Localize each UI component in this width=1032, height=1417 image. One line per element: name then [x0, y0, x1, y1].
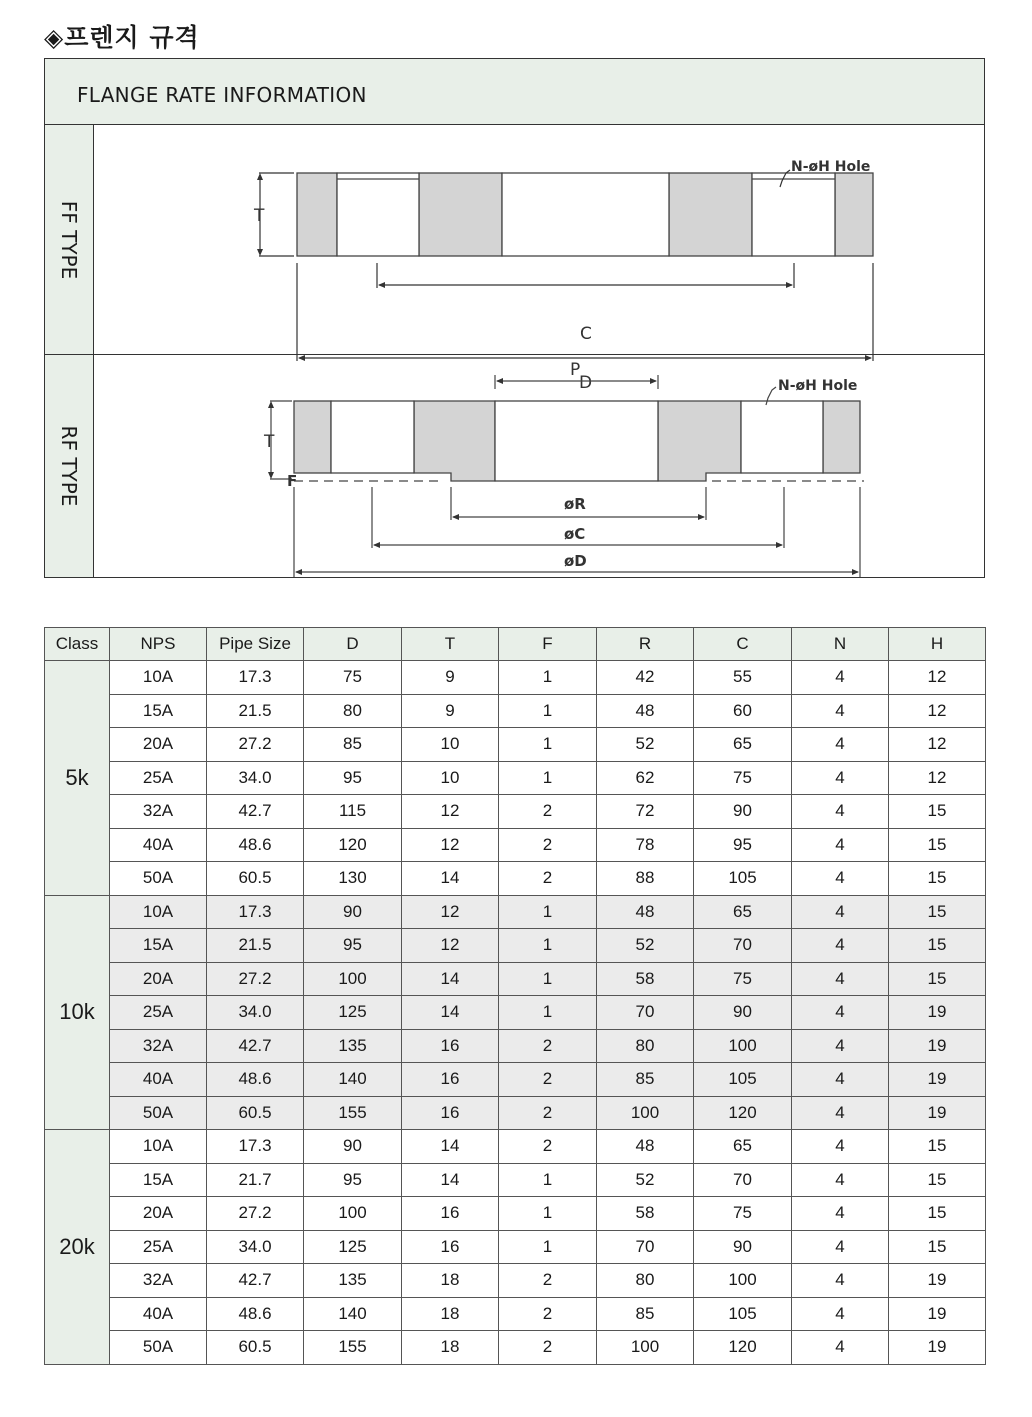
table-cell: 120 [304, 828, 402, 862]
table-cell: 4 [792, 1297, 889, 1331]
table-cell: 15 [889, 795, 986, 829]
table-cell: 2 [499, 862, 597, 896]
table-cell: 80 [304, 694, 402, 728]
ff-label-t: T [254, 206, 265, 226]
table-cell: 4 [792, 996, 889, 1030]
table-row [45, 828, 986, 862]
table-cell: 25A [110, 1230, 207, 1264]
table-cell: 14 [402, 862, 499, 896]
table-cell: 19 [889, 1264, 986, 1298]
table-cell: 14 [402, 962, 499, 996]
table-cell: 19 [889, 1297, 986, 1331]
table-cell: 100 [694, 1029, 792, 1063]
table-cell: 55 [694, 661, 792, 695]
table-cell: 2 [499, 795, 597, 829]
table-cell: 1 [499, 895, 597, 929]
table-cell: 4 [792, 1230, 889, 1264]
table-row [45, 1029, 986, 1063]
table-cell: 70 [597, 996, 694, 1030]
col-header: C [694, 628, 792, 661]
table-cell: 80 [597, 1029, 694, 1063]
table-cell: 15A [110, 1163, 207, 1197]
table-row [45, 895, 986, 929]
table-cell: 4 [792, 828, 889, 862]
table-cell: 14 [402, 1130, 499, 1164]
table-cell: 20A [110, 962, 207, 996]
rf-bolt-hole-left [331, 401, 414, 473]
table-cell: 58 [597, 1197, 694, 1231]
table-row [45, 728, 986, 762]
table-cell: 70 [694, 929, 792, 963]
table-cell: 18 [402, 1331, 499, 1365]
col-header: H [889, 628, 986, 661]
table-cell: 10A [110, 1130, 207, 1164]
table-cell: 19 [889, 1331, 986, 1365]
table-cell: 65 [694, 728, 792, 762]
table-cell: 15 [889, 1230, 986, 1264]
ff-flange-body-right [669, 173, 752, 256]
table-cell: 125 [304, 996, 402, 1030]
table-cell: 50A [110, 1331, 207, 1365]
table-cell: 42 [597, 661, 694, 695]
table-cell: 15 [889, 895, 986, 929]
table-cell: 16 [402, 1197, 499, 1231]
table-cell: 4 [792, 1063, 889, 1097]
page-title: ◈프렌지 규격 [44, 23, 200, 52]
rf-flange-drawing [94, 355, 983, 577]
table-cell: 75 [694, 1197, 792, 1231]
table-cell: 90 [694, 1230, 792, 1264]
table-cell: 48.6 [207, 828, 304, 862]
table-row [45, 1130, 986, 1164]
col-header: R [597, 628, 694, 661]
table-row [45, 996, 986, 1030]
table-cell: 4 [792, 661, 889, 695]
table-cell: 4 [792, 1096, 889, 1130]
table-cell: 27.2 [207, 728, 304, 762]
col-header: N [792, 628, 889, 661]
col-header: Pipe Size [207, 628, 304, 661]
table-cell: 100 [304, 962, 402, 996]
table-cell: 19 [889, 996, 986, 1030]
table-cell: 12 [889, 694, 986, 728]
table-cell: 2 [499, 1096, 597, 1130]
table-cell: 20A [110, 1197, 207, 1231]
table-cell: 15 [889, 1130, 986, 1164]
table-header-row [45, 628, 986, 661]
rf-flange-body-right [658, 401, 741, 481]
table-cell: 34.0 [207, 1230, 304, 1264]
table-cell: 140 [304, 1297, 402, 1331]
table-cell: 40A [110, 1297, 207, 1331]
table-cell: 120 [694, 1331, 792, 1365]
table-cell: 12 [889, 661, 986, 695]
table-cell: 40A [110, 828, 207, 862]
table-cell: 130 [304, 862, 402, 896]
table-cell: 85 [597, 1297, 694, 1331]
table-cell: 95 [304, 1163, 402, 1197]
table-cell: 2 [499, 1063, 597, 1097]
table-cell: 4 [792, 1264, 889, 1298]
table-cell: 34.0 [207, 996, 304, 1030]
table-cell: 4 [792, 1163, 889, 1197]
table-cell: 90 [304, 895, 402, 929]
table-cell: 155 [304, 1096, 402, 1130]
table-cell: 15 [889, 929, 986, 963]
table-cell: 105 [694, 1297, 792, 1331]
table-cell: 78 [597, 828, 694, 862]
rf-label-p: P [570, 360, 581, 380]
flange-rate-panel [44, 58, 985, 578]
table-cell: 100 [694, 1264, 792, 1298]
panel-header-text: FLANGE RATE INFORMATION [77, 83, 367, 107]
table-cell: 50A [110, 862, 207, 896]
ff-label-d: D [579, 373, 593, 393]
rf-flange-ring-right [823, 401, 860, 473]
table-cell: 135 [304, 1264, 402, 1298]
table-cell: 52 [597, 728, 694, 762]
table-cell: 2 [499, 1297, 597, 1331]
ff-label-c: C [580, 324, 592, 344]
col-header: NPS [110, 628, 207, 661]
table-cell: 4 [792, 694, 889, 728]
table-cell: 60.5 [207, 1331, 304, 1365]
table-cell: 2 [499, 1331, 597, 1365]
rf-bolt-hole-right [741, 401, 823, 473]
table-cell: 20A [110, 728, 207, 762]
table-cell: 65 [694, 1130, 792, 1164]
table-row [45, 1063, 986, 1097]
rf-type-cell [45, 355, 94, 577]
table-cell: 105 [694, 862, 792, 896]
col-header: Class [45, 628, 110, 661]
ff-bore [502, 173, 669, 256]
table-row [45, 1096, 986, 1130]
table-cell: 1 [499, 1163, 597, 1197]
flange-spec-table [44, 627, 986, 1365]
class-cell: 5k [45, 661, 110, 896]
ff-hole-note: N-øH Hole [791, 159, 871, 175]
table-cell: 19 [889, 1063, 986, 1097]
table-cell: 4 [792, 1197, 889, 1231]
table-cell: 75 [694, 962, 792, 996]
rf-hole-note: N-øH Hole [778, 378, 858, 394]
table-cell: 12 [402, 795, 499, 829]
ff-bolt-hole-right [752, 173, 835, 256]
table-cell: 17.3 [207, 895, 304, 929]
table-cell: 17.3 [207, 661, 304, 695]
table-row [45, 694, 986, 728]
table-cell: 72 [597, 795, 694, 829]
table-cell: 27.2 [207, 962, 304, 996]
rf-type-label: RF TYPE [57, 425, 81, 507]
table-cell: 48.6 [207, 1297, 304, 1331]
table-cell: 105 [694, 1063, 792, 1097]
table-cell: 4 [792, 895, 889, 929]
table-cell: 4 [792, 962, 889, 996]
table-cell: 15 [889, 962, 986, 996]
table-cell: 16 [402, 1029, 499, 1063]
table-row [45, 1297, 986, 1331]
col-header: F [499, 628, 597, 661]
col-header: D [304, 628, 402, 661]
table-cell: 52 [597, 1163, 694, 1197]
table-cell: 95 [304, 929, 402, 963]
table-cell: 15 [889, 1163, 986, 1197]
table-cell: 25A [110, 761, 207, 795]
table-cell: 12 [889, 728, 986, 762]
table-row [45, 1264, 986, 1298]
table-cell: 32A [110, 795, 207, 829]
table-cell: 100 [597, 1331, 694, 1365]
table-cell: 15A [110, 929, 207, 963]
table-cell: 80 [597, 1264, 694, 1298]
table-cell: 42.7 [207, 795, 304, 829]
table-row [45, 761, 986, 795]
table-cell: 21.7 [207, 1163, 304, 1197]
table-cell: 125 [304, 1230, 402, 1264]
table-cell: 16 [402, 1230, 499, 1264]
table-cell: 115 [304, 795, 402, 829]
table-row [45, 862, 986, 896]
table-row [45, 661, 986, 695]
ff-type-label: FF TYPE [57, 200, 81, 279]
table-cell: 15 [889, 862, 986, 896]
table-cell: 70 [597, 1230, 694, 1264]
table-row [45, 1197, 986, 1231]
table-cell: 15 [889, 828, 986, 862]
ff-type-cell [45, 125, 94, 354]
table-cell: 4 [792, 1029, 889, 1063]
col-header: T [402, 628, 499, 661]
table-cell: 100 [597, 1096, 694, 1130]
table-cell: 85 [304, 728, 402, 762]
table-row [45, 929, 986, 963]
panel-header [45, 59, 984, 125]
table-cell: 4 [792, 1130, 889, 1164]
table-cell: 25A [110, 996, 207, 1030]
table-cell: 32A [110, 1029, 207, 1063]
table-cell: 12 [402, 929, 499, 963]
table-cell: 12 [889, 761, 986, 795]
table-cell: 48.6 [207, 1063, 304, 1097]
table-cell: 19 [889, 1096, 986, 1130]
table-cell: 4 [792, 795, 889, 829]
table-cell: 48 [597, 694, 694, 728]
table-cell: 85 [597, 1063, 694, 1097]
table-cell: 155 [304, 1331, 402, 1365]
table-cell: 27.2 [207, 1197, 304, 1231]
table-cell: 40A [110, 1063, 207, 1097]
table-cell: 18 [402, 1264, 499, 1298]
table-cell: 88 [597, 862, 694, 896]
table-cell: 75 [304, 661, 402, 695]
table-cell: 19 [889, 1029, 986, 1063]
rf-label-f: F [287, 472, 298, 490]
rf-bore [495, 401, 658, 481]
table-cell: 4 [792, 1331, 889, 1365]
table-cell: 120 [694, 1096, 792, 1130]
table-cell: 90 [304, 1130, 402, 1164]
table-cell: 1 [499, 694, 597, 728]
table-cell: 4 [792, 862, 889, 896]
table-cell: 60.5 [207, 1096, 304, 1130]
table-cell: 140 [304, 1063, 402, 1097]
table-cell: 90 [694, 795, 792, 829]
table-row [45, 1230, 986, 1264]
ff-bolt-hole-left [337, 173, 419, 256]
table-cell: 17.3 [207, 1130, 304, 1164]
table-cell: 10A [110, 895, 207, 929]
table-cell: 2 [499, 1130, 597, 1164]
table-cell: 60.5 [207, 862, 304, 896]
table-row [45, 1331, 986, 1365]
table-cell: 1 [499, 761, 597, 795]
table-cell: 2 [499, 828, 597, 862]
table-cell: 1 [499, 1197, 597, 1231]
table-cell: 32A [110, 1264, 207, 1298]
table-cell: 48 [597, 895, 694, 929]
table-cell: 12 [402, 895, 499, 929]
table-cell: 10 [402, 728, 499, 762]
table-cell: 95 [304, 761, 402, 795]
table-cell: 65 [694, 895, 792, 929]
table-cell: 62 [597, 761, 694, 795]
table-cell: 48 [597, 1130, 694, 1164]
class-cell: 20k [45, 1130, 110, 1365]
table-cell: 75 [694, 761, 792, 795]
table-row [45, 1163, 986, 1197]
table-cell: 14 [402, 1163, 499, 1197]
table-cell: 2 [499, 1029, 597, 1063]
table-cell: 15 [889, 1197, 986, 1231]
table-cell: 52 [597, 929, 694, 963]
table-row [45, 962, 986, 996]
table-cell: 1 [499, 929, 597, 963]
table-cell: 4 [792, 728, 889, 762]
table-cell: 4 [792, 929, 889, 963]
table-cell: 1 [499, 661, 597, 695]
table-cell: 9 [402, 694, 499, 728]
table-cell: 95 [694, 828, 792, 862]
table-cell: 58 [597, 962, 694, 996]
table-cell: 60 [694, 694, 792, 728]
table-cell: 9 [402, 661, 499, 695]
rf-label-t: T [264, 432, 275, 452]
table-cell: 1 [499, 1230, 597, 1264]
rf-flange-ring-left [294, 401, 331, 473]
table-cell: 15A [110, 694, 207, 728]
table-cell: 16 [402, 1096, 499, 1130]
table-cell: 18 [402, 1297, 499, 1331]
ff-flange-body-left [419, 173, 502, 256]
table-cell: 4 [792, 761, 889, 795]
table-row [45, 795, 986, 829]
table-cell: 100 [304, 1197, 402, 1231]
table-cell: 1 [499, 996, 597, 1030]
table-cell: 135 [304, 1029, 402, 1063]
rf-label-c: øC [564, 525, 586, 543]
table-cell: 1 [499, 962, 597, 996]
ff-flange-ring-right [835, 173, 873, 256]
rf-flange-body-left [414, 401, 495, 481]
table-cell: 21.5 [207, 929, 304, 963]
ff-flange-drawing [94, 125, 983, 393]
table-cell: 42.7 [207, 1264, 304, 1298]
table-cell: 90 [694, 996, 792, 1030]
table-cell: 10A [110, 661, 207, 695]
table-cell: 10 [402, 761, 499, 795]
table-cell: 50A [110, 1096, 207, 1130]
table-cell: 14 [402, 996, 499, 1030]
table-cell: 70 [694, 1163, 792, 1197]
table-cell: 12 [402, 828, 499, 862]
table-cell: 16 [402, 1063, 499, 1097]
table-cell: 34.0 [207, 761, 304, 795]
table-cell: 21.5 [207, 694, 304, 728]
ff-flange-ring-left [297, 173, 337, 256]
table-cell: 2 [499, 1264, 597, 1298]
table-cell: 42.7 [207, 1029, 304, 1063]
class-cell: 10k [45, 895, 110, 1130]
rf-label-r: øR [564, 495, 586, 513]
table-cell: 1 [499, 728, 597, 762]
rf-label-d: øD [564, 552, 587, 570]
